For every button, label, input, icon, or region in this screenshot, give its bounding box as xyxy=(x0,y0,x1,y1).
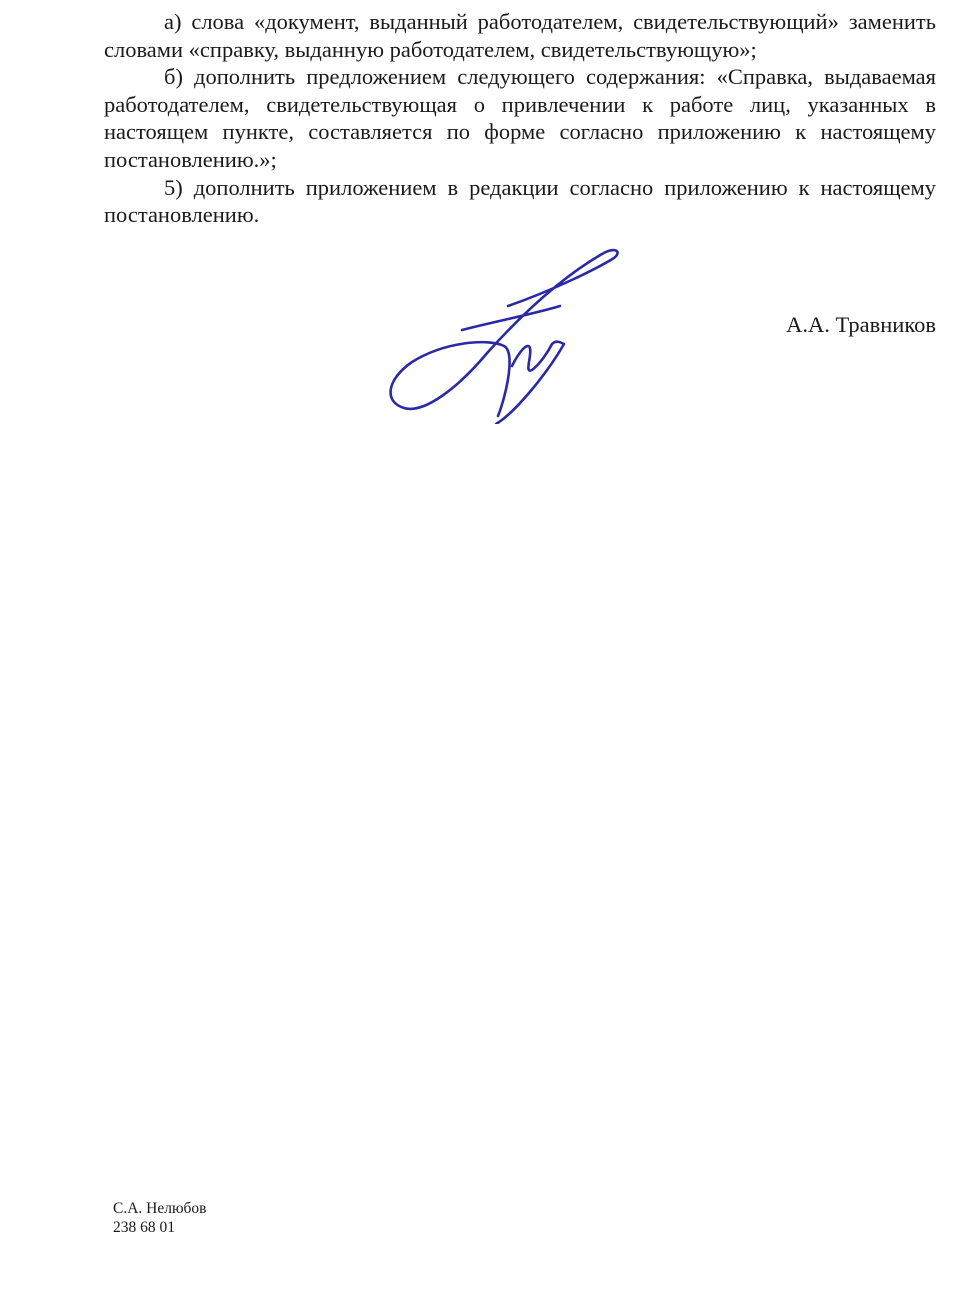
paragraph-5: 5) дополнить приложением в редакции согласно приложению к настоящему постановлению. xyxy=(104,174,936,228)
executor-name: С.А. Нелюбов xyxy=(113,1200,207,1217)
executor-phone: 238 68 01 xyxy=(113,1219,175,1236)
signature-main-stroke xyxy=(391,250,618,416)
document-body xyxy=(104,8,936,229)
paragraph-b: б) дополнить предложением следующего содержания: «Справка, выдаваемая работодателем, свидетельствующая о привлечении к работе лиц, указанных в настоящем пункте, составляется по форме согласно приложению к настоящему постановлению.»; xyxy=(104,64,936,172)
executor-info xyxy=(113,1199,207,1237)
signer-name: А.А. Травников xyxy=(786,312,936,337)
paragraph-a: а) слова «документ, выданный работодателем, свидетельствующий» заменить словами «справку, выданную работодателем, свидетельствующую»; xyxy=(104,9,936,62)
handwritten-signature xyxy=(384,248,624,424)
